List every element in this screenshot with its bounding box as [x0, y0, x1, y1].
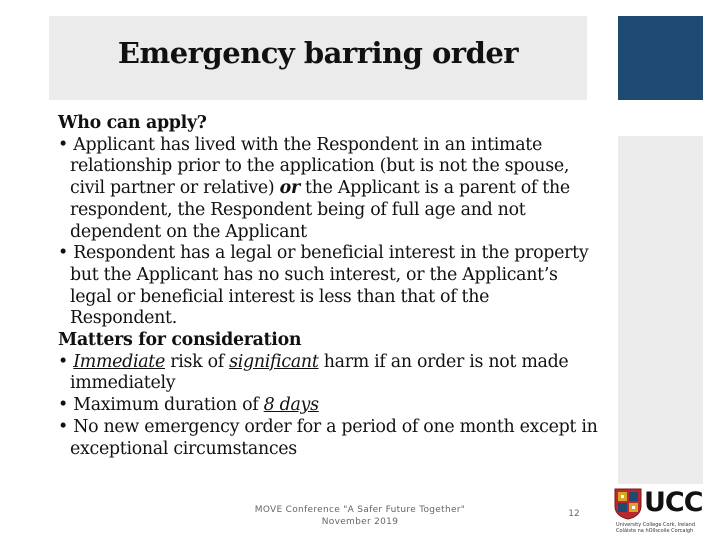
slide-title: Emergency barring order [117, 36, 519, 70]
accent-block-gray [618, 136, 703, 484]
bullet-glyph: • [58, 351, 68, 372]
bullet-emphasis: 8 days [263, 395, 319, 416]
bullet-item [58, 243, 598, 330]
bullet-item [58, 135, 598, 244]
bullet-text: Respondent has a legal or beneficial interest in the property but the Applicant has no such interest, or the Applicant’s legal or beneficial interest is less than that of the Respondent. [70, 243, 589, 329]
bullet-emphasis: significant [229, 351, 319, 372]
footer-caption [252, 504, 468, 528]
matters-heading: Matters for consideration [58, 330, 302, 351]
bullet-text: Applicant has lived with the Respondent in an intimate relationship prior to the application (but is not the spouse, civil partner or relative) [70, 134, 570, 199]
bullet-glyph: • [58, 395, 68, 416]
who-can-apply-heading: Who can apply? [58, 113, 207, 133]
bullet-text: risk of [165, 351, 230, 372]
ucc-logo [614, 488, 716, 536]
bullet-text: No new emergency order for a period of one month except in exceptional circumstances [70, 416, 598, 459]
bullet-glyph: • [58, 243, 68, 264]
bullet-glyph: • [58, 416, 68, 437]
bullet-text: harm if an order is not made immediately [70, 351, 569, 394]
bullet-item [58, 352, 598, 395]
logo-subtitle-line: University College Cork, Ireland [616, 522, 696, 528]
bullet-text: Maximum duration of [73, 395, 264, 416]
crest-icon [614, 488, 644, 520]
footer-line: MOVE Conference "A Safer Future Together" [254, 505, 466, 515]
bullet-item [58, 417, 598, 460]
page-number: 12 [568, 509, 580, 519]
logo-subtitle-line: Coláiste na hOllscoile Corcaigh [616, 528, 694, 534]
bullet-item [58, 395, 598, 417]
footer-line: November 2019 [321, 517, 399, 527]
bullet-emphasis: Immediate [73, 351, 165, 372]
bullet-emphasis: or [279, 178, 300, 199]
logo-subtitle [616, 522, 716, 534]
bullet-glyph: • [58, 134, 68, 155]
logo-wordmark: UCC [644, 487, 703, 518]
slide-body [58, 113, 598, 460]
bullet-text: the Applicant is a parent of the respondent, the Respondent being of full age and not dependent on the Applicant [70, 178, 570, 242]
accent-block-navy [618, 16, 703, 100]
